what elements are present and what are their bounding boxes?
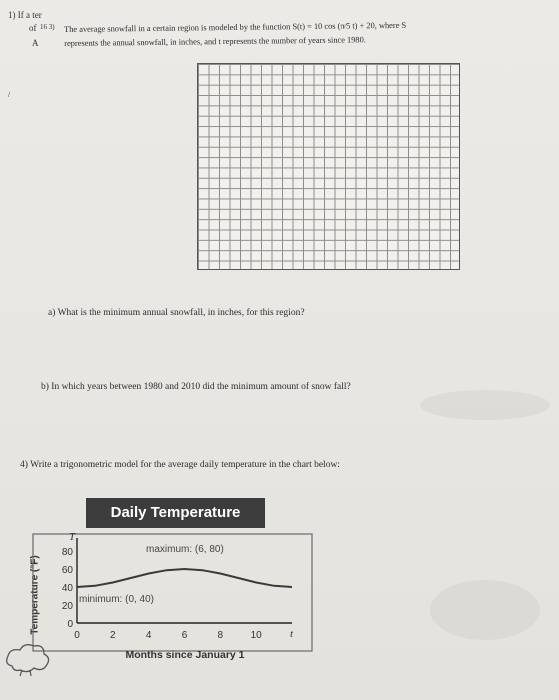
chart-x-axis-label: Months since January 1 bbox=[125, 649, 245, 661]
y-tick-label: 0 bbox=[67, 619, 73, 630]
x-tick-label: 8 bbox=[217, 630, 224, 641]
paper-smudge bbox=[430, 580, 540, 640]
header-fragment-line1: 1) If a ter bbox=[8, 10, 42, 20]
problem-3-text bbox=[64, 17, 539, 51]
header-fragment-line2: of bbox=[29, 23, 37, 33]
y-axis-variable: T bbox=[69, 531, 76, 543]
paper-smudge bbox=[420, 390, 550, 420]
problem-3-function: S(t) = 10 cos (π⁄5 t) + 20, where S bbox=[292, 20, 407, 32]
problem-3-line2: represents the annual snowfall, in inches, and t represents the number of years since 1980. bbox=[64, 35, 366, 48]
blank-graph-grid bbox=[197, 63, 460, 270]
problem-4: 4) Write a trigonometric model for the average daily temperature in the chart below: bbox=[20, 460, 340, 470]
question-b: b) In which years between 1980 and 2010 did the minimum amount of snow fall? bbox=[41, 382, 351, 392]
question-a: a) What is the minimum annual snowfall, in inches, for this region? bbox=[48, 308, 305, 318]
temperature-curve bbox=[77, 569, 292, 587]
header-fragment-line3: A bbox=[32, 38, 39, 48]
annotation-maximum: maximum: (6, 80) bbox=[146, 544, 224, 555]
x-tick-label: 0 bbox=[74, 630, 80, 641]
y-tick-label: 60 bbox=[61, 565, 73, 576]
x-tick-label: 6 bbox=[181, 630, 188, 641]
y-tick-label: 80 bbox=[61, 547, 73, 558]
y-tick-label: 40 bbox=[61, 583, 73, 594]
margin-mark: / bbox=[8, 90, 11, 99]
problem-3-line1: The average snowfall in a certain region is modeled by the function bbox=[64, 22, 291, 34]
y-tick-label: 20 bbox=[61, 601, 73, 612]
chart-title: Daily Temperature bbox=[86, 498, 265, 528]
x-tick-label: 10 bbox=[250, 630, 262, 641]
x-tick-label: 2 bbox=[110, 630, 116, 641]
annotation-minimum: minimum: (0, 40) bbox=[79, 594, 155, 605]
temperature-chart bbox=[30, 528, 320, 673]
x-tick-label: 4 bbox=[145, 630, 152, 641]
x-axis-variable: t bbox=[290, 628, 294, 640]
header-fragment-number: 16 3) bbox=[40, 23, 55, 31]
chart-y-axis-label: Temperature (°F) bbox=[29, 555, 40, 635]
cloud-doodle bbox=[2, 640, 52, 678]
